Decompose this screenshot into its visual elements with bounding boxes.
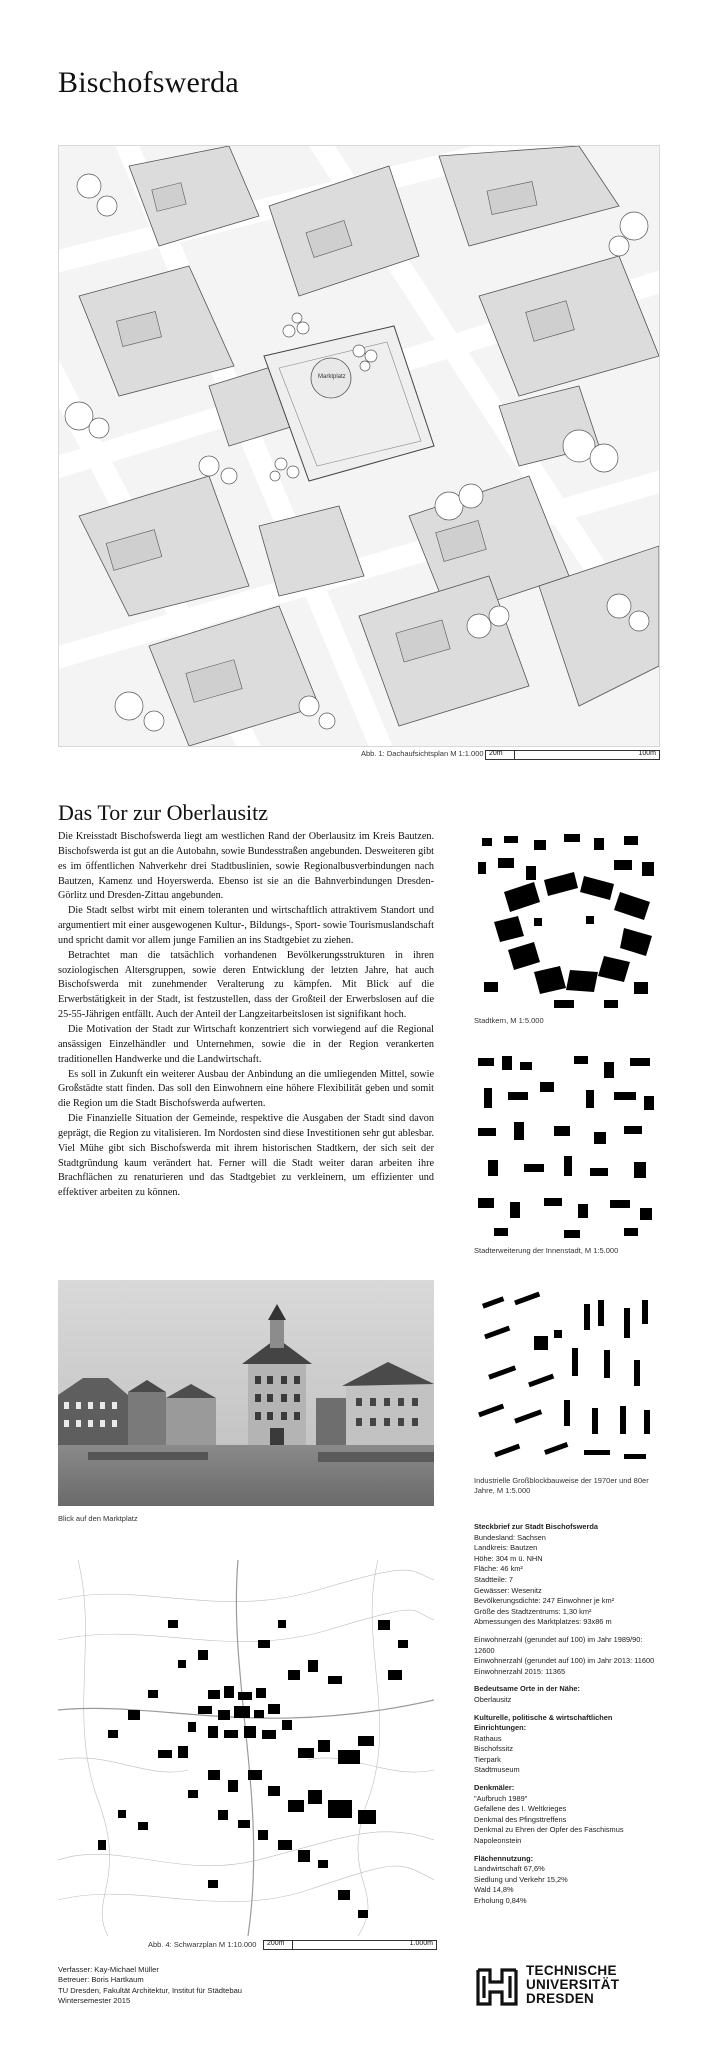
site-plan-scalebar	[485, 750, 660, 760]
photo-caption: Blick auf den Marktplatz	[58, 1514, 138, 1523]
paragraph: Es soll in Zukunft ein weiterer Ausbau der Anbindung an die umliegenden Mittel, sowie Großstädte statt finden. Das soll den Einwohnern eine höhere Flexibilität geben und somit die Region um die Stadt Bischofswerda aufwerten.	[58, 1068, 434, 1110]
article-body	[58, 830, 434, 1201]
marktplatz-photo	[58, 1280, 434, 1506]
landuse-item: Wald 14,8%	[474, 1885, 514, 1895]
monument-item: Denkmal zu Ehren der Opfer des Faschismus	[474, 1825, 624, 1835]
culture-item: Rathaus	[474, 1733, 502, 1743]
credit-line: Verfasser: Kay-Michael Müller	[58, 1965, 159, 1974]
site-plan-map	[58, 145, 660, 747]
site-plan-caption: Abb. 1: Dachaufsichtsplan M 1:1.000	[361, 749, 484, 758]
marktplatz-label: Marktplatz	[318, 374, 346, 380]
scale-right-label: 100m	[638, 750, 656, 757]
logo-line-3: DRESDEN	[526, 1991, 595, 2006]
section-heading: Das Tor zur Oberlausitz	[58, 800, 269, 825]
figure-ground-caption-3: Industrielle Großblockbauweise der 1970er und 80er Jahre, M 1:5.000	[474, 1476, 649, 1495]
figure-ground-plan-stadtkern	[474, 832, 658, 1012]
landuse-item: Siedlung und Verkehr 15,2%	[474, 1874, 568, 1884]
black-plan-scalebar	[263, 1940, 437, 1950]
fact-item: Bundesland: Sachsen	[474, 1532, 546, 1542]
fact-item: Höhe: 304 m ü. NHN	[474, 1553, 543, 1563]
scale-left-label: 200m	[267, 1940, 285, 1947]
culture-item: Stadtmuseum	[474, 1765, 520, 1775]
credit-line: Wintersemester 2015	[58, 1996, 131, 2006]
monument-item: Denkmal des Pfingsttreffens	[474, 1814, 567, 1824]
population-item: Einwohnerzahl 2015: 11365	[474, 1666, 566, 1676]
credits	[58, 1965, 242, 2007]
tu-dresden-logo	[474, 1962, 659, 2010]
monument-item: Napoleonstein	[474, 1836, 522, 1846]
landuse-item: Erholung 0,84%	[474, 1896, 527, 1905]
scale-right-label: 1.000m	[409, 1940, 433, 1947]
paragraph: Die Kreisstadt Bischofswerda liegt am westlichen Rand der Oberlausitz im Kreis Bautzen. Bischofswerda ist gut an die Autobahn, sowie Bundesstraßen angebunden. Desweiteren gibt es im öffentlichen Nahverkehr drei Stadtbuslinien, sowie Regionalbusverbindungen nach Bautzen, Kamenz und Hoyerswerda. Ebenso ist sie an die Bahnverbindungen Dresden-Görlitz und Dresden-Zittau angebunden.	[58, 831, 434, 902]
monument-item: Gefallene des I. Weltkrieges	[474, 1804, 567, 1814]
logo-line-1: TECHNISCHE	[526, 1963, 617, 1978]
credit-line: TU Dresden, Fakultät Architektur, Institut für Städtebau	[58, 1985, 243, 1995]
page-title: Bischofswerda	[58, 66, 239, 99]
landuse-heading: Flächennutzung:	[474, 1853, 534, 1863]
figure-ground-plan-stadterweiterung	[474, 1052, 658, 1242]
black-plan-caption: Abb. 4: Schwarzplan M 1:10.000	[148, 1940, 257, 1949]
fact-item: Landkreis: Bautzen	[474, 1543, 538, 1553]
place-item: Oberlausitz	[474, 1694, 512, 1704]
fact-sheet-heading: Steckbrief zur Stadt Bischofswerda	[474, 1522, 599, 1531]
credit-line: Betreuer: Boris Hartkaum	[58, 1975, 144, 1985]
paragraph: Betrachtet man die tatsächlich vorhandenen Bevölkerungsstrukturen in ihren soziologischen Altersgruppen, sowie deren Entwicklung der letzten Jahre, hat auch Bischofswerda mit zunehmender Veralterung zu kämpfen. Mit Blick auf die Erwerbstätigkeit in der Stadt, ist festzustellen, dass der Großteil der Erwerbslosen auf die 25-55-Jährigen entfällt. Auch der Anteil der Langzeitarbeitslosen ist signifikant hoch.	[58, 949, 434, 1021]
culture-item: Tierpark	[474, 1754, 501, 1764]
fact-sheet	[474, 1522, 659, 1907]
logo-line-2: UNIVERSITÄT	[526, 1977, 620, 1992]
fact-item: Fläche: 46 km²	[474, 1564, 523, 1574]
paragraph: Die Finanzielle Situation der Gemeinde, respektive die Ausgaben der Stadt sind davon geprägt, die Region zu vitalisieren. Im Nordosten sind diese Investitionen sehr gut ablesbar. Viel Mühe gibt sich Bischofswerda mit ihrem historischen Stadtkern, der sich seit der Stadtgründung kaum verändert hat. Ferner will die Stadt weiter daran arbeiten ihre Brachflächen zu renaturieren und das Stadtgebiet zu verkleinern, um effizienter und effektiver arbeiten zu können.	[58, 1113, 434, 1199]
figure-ground-caption-1: Stadtkern, M 1:5.000	[474, 1016, 544, 1025]
fact-item: Gewässer: Wesenitz	[474, 1585, 542, 1595]
population-item: Einwohnerzahl (gerundet auf 100) im Jahr 2013: 11600	[474, 1656, 655, 1666]
scale-left-label: 20m	[489, 750, 503, 757]
fact-item: Stadtteile: 7	[474, 1574, 514, 1584]
figure-ground-caption-2: Stadterweiterung der Innenstadt, M 1:5.000	[474, 1246, 619, 1255]
paragraph: Die Stadt selbst wirbt mit einem toleranten und wirtschaftlich attraktivem Standort und argumentiert mit einer ausgewogenen Kultur-, Bildungs-, Sport- sowie Tourismuslandschaft und spricht damit vor allem junge Familien an ins Stadtgebiet zu ziehen.	[58, 905, 434, 946]
monuments-heading: Denkmäler:	[474, 1783, 515, 1793]
culture-item: Bischofssitz	[474, 1744, 514, 1754]
monument-item: "Aufbruch 1989"	[474, 1793, 528, 1803]
fact-item: Abmessungen des Marktplatzes: 93x86 m	[474, 1617, 612, 1627]
black-plan-map	[58, 1560, 434, 1936]
paragraph: Die Motivation der Stadt zur Wirtschaft konzentriert sich vorwiegend auf die Regional ansässigen Einzelhändler und Unternehmen, sowie die in der Region verankerten traditionellen Handwerke und die Landwirtschaft.	[58, 1023, 434, 1065]
landuse-item: Landwirtschaft 67,6%	[474, 1864, 545, 1874]
population-item: Einwohnerzahl (gerundet auf 100) im Jahr 1989/90: 12600	[474, 1634, 643, 1655]
places-heading: Bedeutsame Orte in der Nähe:	[474, 1684, 580, 1694]
tu-dresden-emblem-icon	[474, 1964, 520, 2008]
figure-ground-plan-grossblock	[474, 1290, 658, 1470]
culture-heading: Kulturelle, politische & wirtschaftlichen Einrichtungen:	[474, 1712, 613, 1733]
fact-item: Größe des Stadtzentrums: 1,30 km²	[474, 1606, 592, 1616]
fact-item: Bevölkerungsdichte: 247 Einwohner je km²	[474, 1596, 615, 1606]
